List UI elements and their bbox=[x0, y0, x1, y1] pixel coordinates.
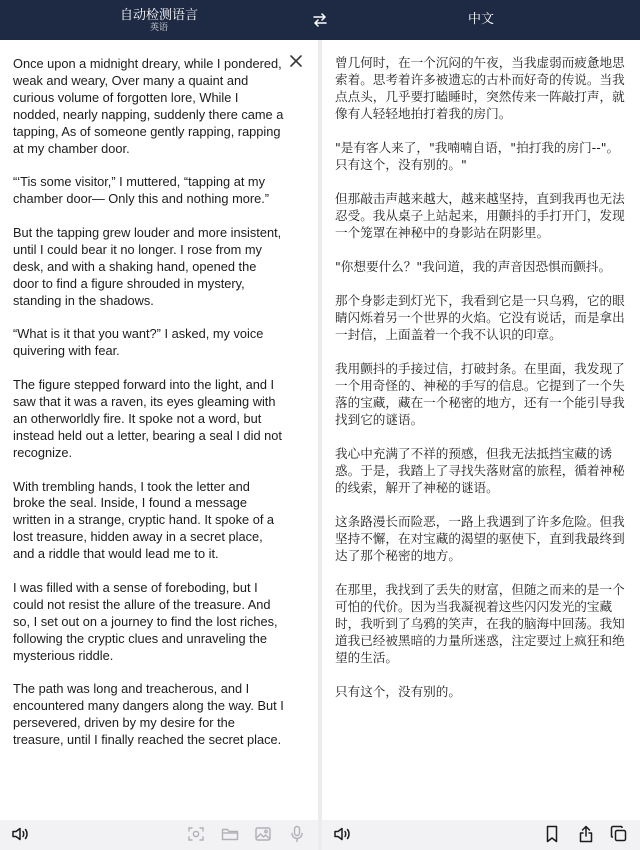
translation-paragraph: 我用颤抖的手接过信，打破封条。在里面，我发现了一个用奇怪的、神秘的手写的信息。它提到了一个失落的宝藏，藏在一个秘密的地方，还有一个能引导我找到它的谜语。 bbox=[335, 361, 625, 427]
translation-pane bbox=[322, 40, 640, 820]
bookmark-icon bbox=[545, 825, 559, 843]
translation-text bbox=[335, 54, 631, 717]
microphone-icon bbox=[290, 825, 304, 843]
source-language-label: 自动检测语言 bbox=[119, 8, 198, 23]
folder-icon bbox=[221, 826, 239, 842]
translation-paragraph: 这条路漫长而险恶，一路上我遇到了许多危险。但我坚持不懈，在对宝藏的渴望的驱使下，直到我最终到达了那个秘密的地方。 bbox=[335, 514, 625, 563]
detected-language-label: 英语 bbox=[149, 23, 168, 33]
speak-translation-button[interactable] bbox=[332, 824, 352, 844]
camera-translate-button[interactable] bbox=[186, 824, 206, 844]
share-button[interactable] bbox=[576, 824, 596, 844]
translation-paragraph: 那个身影走到灯光下，我看到它是一只乌鸦，它的眼睛闪烁着另一个世界的火焰。它没有说话，而是拿出一封信，上面盖着一个我不认识的印章。 bbox=[335, 293, 625, 342]
share-icon bbox=[578, 825, 594, 843]
speaker-icon bbox=[11, 826, 29, 842]
source-paragraph: With trembling hands, I took the letter and broke the seal. Inside, I found a message written in a strange, cryptic hand. It spoke of a lost treasure, hidden away in a secret place, and a riddle that would lead me to it. bbox=[13, 478, 275, 562]
copy-icon bbox=[610, 825, 628, 843]
open-image-button[interactable] bbox=[253, 824, 273, 844]
source-paragraph: Once upon a midnight dreary, while I pondered, weak and weary, Over many a quaint and curious volume of forgotten lore, While I nodded, nearly napping, suddenly there came a tapping, As of someone gently rapping, rapping at my chamber door. bbox=[13, 56, 284, 156]
translation-paragraph: "是有客人来了，"我喃喃自语，"拍打我的房门--"。只有这个，没有别的。" bbox=[335, 140, 620, 172]
clear-text-button[interactable] bbox=[287, 52, 305, 70]
source-paragraph: “‘Tis some visitor,” I muttered, “tapping at my chamber door— Only this and nothing more.” bbox=[13, 174, 270, 207]
source-paragraph: But the tapping grew louder and more insistent, until I could bear it no longer. I rose from my desk, and with a shaking hand, opened the door to find a figure shrouded in mystery, standing in the shadows. bbox=[13, 225, 282, 308]
target-language-selector[interactable]: 中文 bbox=[467, 12, 494, 27]
source-text-area[interactable] bbox=[13, 56, 285, 766]
source-paragraph: “What is it that you want?” I asked, my voice quivering with fear. bbox=[13, 326, 264, 359]
image-icon bbox=[254, 826, 272, 842]
source-text-pane[interactable] bbox=[0, 40, 318, 820]
translation-paragraph: 只有这个，没有别的。 bbox=[335, 684, 461, 699]
source-paragraph: The figure stepped forward into the light, and I saw that it was a raven, its eyes gleaming with an otherworldly fire. It spoke not a word, but instead held out a letter, bearing a seal I did not recognize. bbox=[13, 377, 282, 460]
language-bar bbox=[0, 0, 640, 40]
translation-paragraph: 曾几何时，在一个沉闷的午夜，当我虚弱而疲惫地思索着。思考着许多被遗忘的古朴而好奇的传说。当我点点头，几乎要打瞌睡时，突然传来一阵敲打声，就像有人轻轻地拍打着我的房门。 bbox=[335, 55, 625, 121]
camera-scan-icon bbox=[187, 826, 205, 842]
source-paragraph: I was filled with a sense of foreboding, but I could not resist the allure of the treasure. And so, I set out on a journey to find the lost riches, following the cryptic clues and unraveling the mysterious riddle. bbox=[13, 580, 278, 663]
source-toolbar bbox=[0, 820, 318, 850]
translation-toolbar bbox=[322, 820, 640, 850]
translation-paragraph: 在那里，我找到了丢失的财富，但随之而来的是一个可怕的代价。因为当我凝视着这些闪闪发光的宝藏时，我听到了乌鸦的笑声，在我的脑海中回荡。我知道我已经被黑暗的力量所迷惑，注定要过上疯狂和绝望的生活。 bbox=[335, 582, 625, 665]
close-icon bbox=[287, 52, 305, 70]
voice-input-button[interactable] bbox=[287, 824, 307, 844]
bookmark-button[interactable] bbox=[542, 824, 562, 844]
source-language-selector[interactable] bbox=[0, 0, 318, 40]
speak-source-button[interactable] bbox=[10, 824, 30, 844]
translation-paragraph: 但那敲击声越来越大，越来越坚持，直到我再也无法忍受。我从桌子上站起来，用颤抖的手打开门，发现一个笼罩在神秘中的身影站在阴影里。 bbox=[335, 191, 625, 240]
speaker-icon bbox=[333, 826, 351, 842]
translation-paragraph: 我心中充满了不祥的预感，但我无法抵挡宝藏的诱惑。于是，我踏上了寻找失落财富的旅程，循着神秘的线索，解开了神秘的谜语。 bbox=[335, 446, 625, 495]
source-paragraph: The path was long and treacherous, and I encountered many dangers along the way. But I persevered, driven by my desire for the treasure, until I finally reached the secret place. bbox=[13, 681, 284, 748]
translation-paragraph: "你想要什么？"我问道，我的声音因恐惧而颤抖。 bbox=[335, 259, 612, 274]
open-file-button[interactable] bbox=[220, 824, 240, 844]
copy-button[interactable] bbox=[609, 824, 629, 844]
